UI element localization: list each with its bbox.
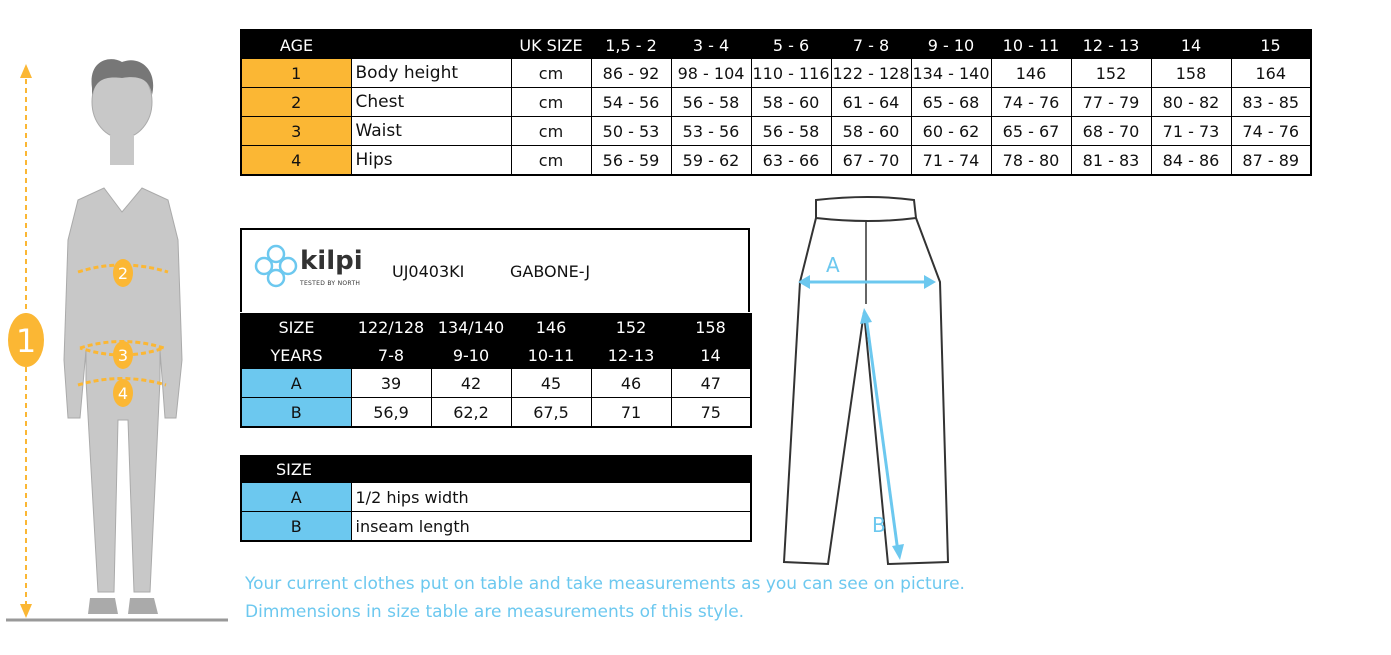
height-marker bbox=[6, 312, 46, 368]
value-cell: 62,2 bbox=[431, 398, 511, 428]
size-value: 122/128 bbox=[351, 313, 431, 341]
measure-label: A bbox=[241, 369, 351, 398]
blank-header bbox=[351, 30, 511, 59]
size-value: 146 bbox=[511, 313, 591, 341]
measure-name: Waist bbox=[351, 117, 511, 146]
waist-marker bbox=[112, 340, 134, 370]
years-value: 14 bbox=[671, 341, 751, 369]
value-cell: 110 - 116 bbox=[751, 59, 831, 88]
value-cell: 39 bbox=[351, 369, 431, 398]
hips-marker-label: 4 bbox=[117, 384, 129, 403]
size-row bbox=[241, 313, 751, 341]
unit-cell: cm bbox=[511, 117, 591, 146]
years-row bbox=[241, 341, 751, 369]
legend-header-row bbox=[241, 455, 751, 483]
value-cell: 58 - 60 bbox=[751, 88, 831, 117]
product-header bbox=[240, 228, 750, 312]
table-row bbox=[241, 483, 751, 512]
value-cell: 152 bbox=[1071, 59, 1151, 88]
product-code: UJ0403KI bbox=[392, 262, 465, 281]
years-label: YEARS bbox=[241, 341, 351, 369]
value-cell: 78 - 80 bbox=[991, 146, 1071, 176]
chest-marker-label: 2 bbox=[117, 264, 129, 283]
size-value: 158 bbox=[671, 313, 751, 341]
value-cell: 80 - 82 bbox=[1151, 88, 1231, 117]
size-header: 14 bbox=[1151, 30, 1231, 59]
size-header: 3 - 4 bbox=[671, 30, 751, 59]
measure-name: Body height bbox=[351, 59, 511, 88]
brand-tagline: TESTED BY NORTH bbox=[300, 280, 361, 287]
size-header: 15 bbox=[1231, 30, 1311, 59]
size-value: 134/140 bbox=[431, 313, 511, 341]
value-cell: 83 - 85 bbox=[1231, 88, 1311, 117]
value-cell: 134 - 140 bbox=[911, 59, 991, 88]
value-cell: 71 - 74 bbox=[911, 146, 991, 176]
table-row bbox=[241, 88, 1311, 117]
table-row bbox=[241, 117, 1311, 146]
size-header: 12 - 13 bbox=[1071, 30, 1151, 59]
measure-label: A bbox=[241, 483, 351, 512]
value-cell: 56 - 58 bbox=[671, 88, 751, 117]
value-cell: 146 bbox=[991, 59, 1071, 88]
unit-cell: cm bbox=[511, 59, 591, 88]
measure-name: Hips bbox=[351, 146, 511, 176]
unit-cell: cm bbox=[511, 88, 591, 117]
table-row bbox=[241, 146, 1311, 176]
value-cell: 63 - 66 bbox=[751, 146, 831, 176]
hips-marker bbox=[112, 378, 134, 408]
measure-label: B bbox=[241, 398, 351, 428]
row-number: 4 bbox=[241, 146, 351, 176]
value-cell: 77 - 79 bbox=[1071, 88, 1151, 117]
value-cell: 67,5 bbox=[511, 398, 591, 428]
value-cell: 71 - 73 bbox=[1151, 117, 1231, 146]
table-row bbox=[241, 369, 751, 398]
value-cell: 164 bbox=[1231, 59, 1311, 88]
legend-header: SIZE bbox=[241, 455, 751, 483]
measurement-note: Your current clothes put on table and take measurements as you can see on picture. bbox=[245, 574, 965, 594]
measure-name: Chest bbox=[351, 88, 511, 117]
years-value: 12-13 bbox=[591, 341, 671, 369]
value-cell: 61 - 64 bbox=[831, 88, 911, 117]
measure-description: inseam length bbox=[355, 516, 470, 536]
product-size-table bbox=[240, 313, 752, 428]
table-row bbox=[241, 398, 751, 428]
uk-size-header: UK SIZE bbox=[511, 30, 591, 59]
size-header: 1,5 - 2 bbox=[591, 30, 671, 59]
value-cell: 68 - 70 bbox=[1071, 117, 1151, 146]
value-cell: 122 - 128 bbox=[831, 59, 911, 88]
value-cell: 45 bbox=[511, 369, 591, 398]
size-header: 10 - 11 bbox=[991, 30, 1071, 59]
value-cell: 60 - 62 bbox=[911, 117, 991, 146]
value-cell: 86 - 92 bbox=[591, 59, 671, 88]
value-cell: 46 bbox=[591, 369, 671, 398]
dimension-note: Dimmensions in size table are measurements of this style. bbox=[245, 602, 745, 622]
value-cell: 50 - 53 bbox=[591, 117, 671, 146]
value-cell: 158 bbox=[1151, 59, 1231, 88]
value-cell: 47 bbox=[671, 369, 751, 398]
value-cell: 42 bbox=[431, 369, 511, 398]
table-row bbox=[241, 512, 751, 542]
height-marker-label: 1 bbox=[15, 322, 37, 360]
pants-label-a: A bbox=[826, 253, 840, 277]
measure-label: B bbox=[241, 512, 351, 542]
value-cell: 98 - 104 bbox=[671, 59, 751, 88]
pants-label-b: B bbox=[872, 513, 886, 537]
years-value: 7-8 bbox=[351, 341, 431, 369]
value-cell: 67 - 70 bbox=[831, 146, 911, 176]
value-cell: 84 - 86 bbox=[1151, 146, 1231, 176]
size-header: 7 - 8 bbox=[831, 30, 911, 59]
value-cell: 81 - 83 bbox=[1071, 146, 1151, 176]
product-name: GABONE-J bbox=[510, 262, 591, 281]
table-row bbox=[241, 59, 1311, 88]
age-header: AGE bbox=[241, 30, 351, 59]
years-value: 10-11 bbox=[511, 341, 591, 369]
row-number: 3 bbox=[241, 117, 351, 146]
size-label: SIZE bbox=[241, 313, 351, 341]
value-cell: 54 - 56 bbox=[591, 88, 671, 117]
size-header: 5 - 6 bbox=[751, 30, 831, 59]
unit-cell: cm bbox=[511, 146, 591, 176]
brand-name: kilpi bbox=[300, 246, 363, 276]
kilpi-logo-icon bbox=[250, 242, 302, 290]
value-cell: 87 - 89 bbox=[1242, 150, 1300, 170]
value-cell: 56 - 58 bbox=[751, 117, 831, 146]
value-cell: 56 - 59 bbox=[591, 146, 671, 176]
measure-description: 1/2 hips width bbox=[351, 483, 751, 512]
pants-diagram bbox=[780, 192, 960, 572]
uk-size-table bbox=[240, 29, 1312, 176]
value-cell: 53 - 56 bbox=[671, 117, 751, 146]
value-cell: 65 - 67 bbox=[991, 117, 1071, 146]
row-number: 1 bbox=[241, 59, 351, 88]
size-value: 152 bbox=[591, 313, 671, 341]
value-cell: 75 bbox=[700, 402, 721, 422]
value-cell: 71 bbox=[591, 398, 671, 428]
value-cell: 58 - 60 bbox=[831, 117, 911, 146]
size-header: 9 - 10 bbox=[911, 30, 991, 59]
value-cell: 74 - 76 bbox=[1231, 117, 1311, 146]
uk-table-header bbox=[241, 30, 1311, 59]
measurement-legend-table bbox=[240, 455, 752, 542]
years-value: 9-10 bbox=[431, 341, 511, 369]
value-cell: 65 - 68 bbox=[911, 88, 991, 117]
row-number: 2 bbox=[241, 88, 351, 117]
value-cell: 56,9 bbox=[351, 398, 431, 428]
waist-marker-label: 3 bbox=[117, 346, 129, 365]
chest-marker bbox=[112, 258, 134, 288]
value-cell: 74 - 76 bbox=[991, 88, 1071, 117]
value-cell: 59 - 62 bbox=[671, 146, 751, 176]
